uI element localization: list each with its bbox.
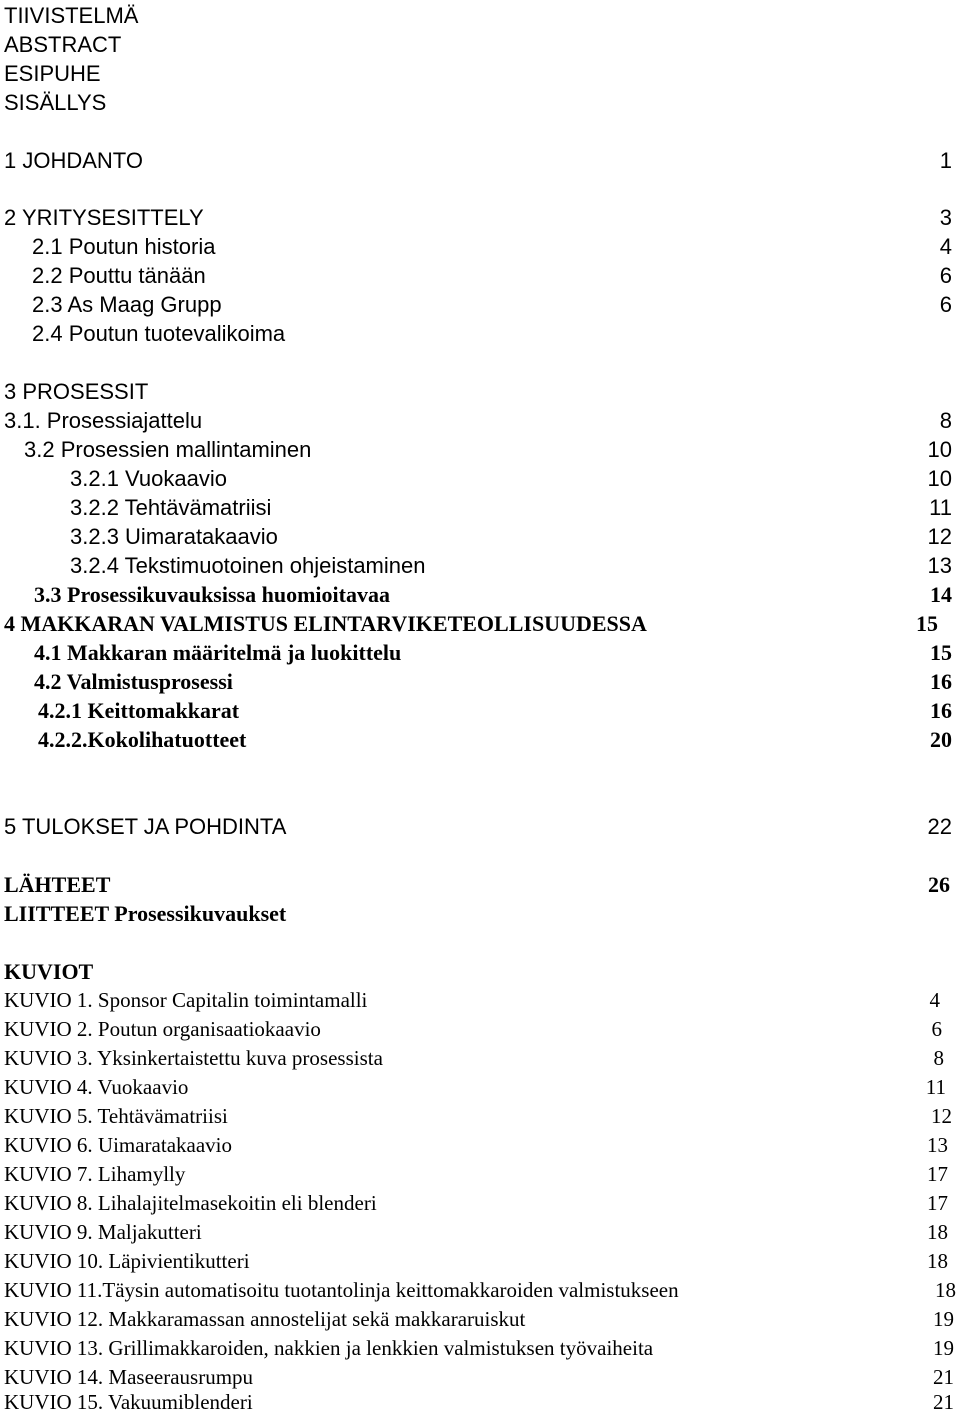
figure-entry xyxy=(0,1218,960,1247)
figure-entry-label: KUVIO 8. Lihalajitelmasekoitin eli blenderi xyxy=(4,1191,377,1215)
figure-entry-page: 8 xyxy=(933,1046,944,1070)
header-item-esipuhe xyxy=(0,59,960,88)
figure-entry-page: 12 xyxy=(931,1104,952,1128)
toc-entry-page: 4 xyxy=(939,234,952,259)
toc-entry xyxy=(0,261,960,290)
figure-entry-page: 6 xyxy=(931,1017,942,1041)
header-item-abstract xyxy=(0,30,960,59)
toc-entry-label: 4 MAKKARAN VALMISTUS ELINTARVIKETEOLLISUUDESSA xyxy=(4,611,647,636)
figure-entry xyxy=(0,1247,960,1276)
toc-entry xyxy=(0,146,960,175)
figure-entry-page: 19 xyxy=(933,1336,954,1360)
toc-entry xyxy=(0,580,960,609)
toc-entry-page: 22 xyxy=(927,814,952,839)
toc-entry-label: 3.2 Prosessien mallintaminen xyxy=(24,437,312,462)
toc-entry-label: LÄHTEET xyxy=(4,872,111,897)
toc-entry xyxy=(0,551,960,580)
toc-entry xyxy=(0,522,960,551)
toc-entry-page: 14 xyxy=(930,582,952,607)
figure-entry-page: 19 xyxy=(933,1307,954,1331)
toc-entry-page: 16 xyxy=(930,669,952,694)
toc-entry-label: 3.3 Prosessikuvauksissa huomioitavaa xyxy=(34,582,390,607)
figure-entry-label: KUVIO 2. Poutun organisaatiokaavio xyxy=(4,1017,321,1041)
toc-entry xyxy=(0,464,960,493)
toc-entry-page: 6 xyxy=(939,292,952,317)
toc-entry-label: 3.2.3 Uimaratakaavio xyxy=(70,524,278,549)
toc-entry-label: 4.2.1 Keittomakkarat xyxy=(38,698,240,723)
figure-entry-label: KUVIO 1. Sponsor Capitalin toimintamalli xyxy=(4,988,368,1012)
toc-entry xyxy=(0,725,960,754)
figure-entry xyxy=(0,986,960,1015)
toc-entry-label: 2.1 Poutun historia xyxy=(32,234,216,259)
figure-entry-page: 18 xyxy=(935,1278,956,1302)
figure-entry-label: KUVIO 12. Makkaramassan annostelijat sekä makkararuiskut xyxy=(4,1307,526,1331)
figure-entry-page: 17 xyxy=(927,1162,948,1186)
figure-entry-page: 18 xyxy=(927,1220,948,1244)
toc-entry-page: 10 xyxy=(927,437,952,462)
toc-entry xyxy=(0,435,960,464)
toc-entry-page: 15 xyxy=(916,611,938,636)
figure-entry-label: KUVIO 11.Täysin automatisoitu tuotantolinja keittomakkaroiden valmistukseen xyxy=(4,1278,679,1302)
toc-entry-label: 3.2.1 Vuokaavio xyxy=(70,466,227,491)
toc-entry-page: 8 xyxy=(939,408,952,433)
figure-entry-page: 13 xyxy=(927,1133,948,1157)
figure-entry xyxy=(0,1276,960,1305)
figure-entry-label: KUVIO 10. Läpivientikutteri xyxy=(4,1249,250,1273)
header-label: TIIVISTELMÄ xyxy=(4,3,139,28)
toc-entry-page: 15 xyxy=(930,640,952,665)
toc-entry-label: 2 YRITYSESITTELY xyxy=(4,205,204,230)
figure-entry-label: KUVIO 7. Lihamylly xyxy=(4,1162,186,1186)
toc-entry xyxy=(0,406,960,435)
figure-entry xyxy=(0,1015,960,1044)
figure-entry xyxy=(0,1131,960,1160)
figure-entry-page: 17 xyxy=(927,1191,948,1215)
toc-entry xyxy=(0,609,960,638)
toc-entry xyxy=(0,232,960,261)
toc-entry-page: 20 xyxy=(930,727,952,752)
toc-entry xyxy=(0,638,960,667)
toc-entry-label: 5 TULOKSET JA POHDINTA xyxy=(4,814,287,839)
toc-entry xyxy=(0,203,960,232)
figure-entry-label: KUVIO 14. Maseerausrumpu xyxy=(4,1365,254,1389)
toc-entry-label: LIITTEET Prosessikuvaukset xyxy=(4,901,287,926)
toc-entry xyxy=(0,319,960,348)
figure-entry xyxy=(0,1388,960,1416)
toc-entry xyxy=(0,377,960,406)
toc-entry xyxy=(0,870,960,899)
figure-entry-page: 21 xyxy=(933,1365,954,1389)
figure-entry xyxy=(0,1073,960,1102)
figure-entry-page: 21 xyxy=(933,1390,954,1414)
toc-entry-page: 3 xyxy=(939,205,952,230)
figure-entry xyxy=(0,1044,960,1073)
toc-entry xyxy=(0,899,960,928)
toc-entry-label: 4.2 Valmistusprosessi xyxy=(34,669,233,694)
toc-entry-label: 3.2.4 Tekstimuotoinen ohjeistaminen xyxy=(70,553,426,578)
toc-entry-label: 2.3 As Maag Grupp xyxy=(32,292,222,317)
toc-entry xyxy=(0,493,960,522)
toc-entry-label: 2.4 Poutun tuotevalikoima xyxy=(32,321,286,346)
toc-entry xyxy=(0,290,960,319)
toc-entry-label: 4.2.2.Kokolihatuotteet xyxy=(38,727,247,752)
toc-entry-label: 3.1. Prosessiajattelu xyxy=(4,408,203,433)
header-label: ESIPUHE xyxy=(4,61,101,86)
toc-entry-page: 10 xyxy=(927,466,952,491)
toc-entry-label: 3.2.2 Tehtävämatriisi xyxy=(70,495,272,520)
figure-entry xyxy=(0,1334,960,1363)
figure-entry-page: 11 xyxy=(925,1075,946,1099)
toc-entry xyxy=(0,667,960,696)
figure-entry-page: 4 xyxy=(929,988,940,1012)
figure-entry-label: KUVIO 15. Vakuumiblenderi xyxy=(4,1390,253,1414)
figure-entry xyxy=(0,1102,960,1131)
figure-entry xyxy=(0,1189,960,1218)
toc-entry-page: 6 xyxy=(939,263,952,288)
figures-heading-label: KUVIOT xyxy=(4,959,94,984)
header-label: ABSTRACT xyxy=(4,32,122,57)
toc-entry-label: 2.2 Pouttu tänään xyxy=(32,263,206,288)
toc-entry-page: 12 xyxy=(927,524,952,549)
toc-entry-label: 3 PROSESSIT xyxy=(4,379,149,404)
toc-entry-page: 13 xyxy=(927,553,952,578)
header-label: SISÄLLYS xyxy=(4,90,107,115)
toc-entry-page: 11 xyxy=(929,495,952,520)
toc-entry-label: 4.1 Makkaran määritelmä ja luokittelu xyxy=(34,640,402,665)
toc-entry xyxy=(0,696,960,725)
toc-entry xyxy=(0,812,960,841)
toc-entry-page: 26 xyxy=(928,872,950,897)
toc-entry-page: 16 xyxy=(930,698,952,723)
figure-entry-label: KUVIO 3. Yksinkertaistettu kuva prosessista xyxy=(4,1046,383,1070)
header-item-sisallys xyxy=(0,88,960,117)
toc-entry-label: 1 JOHDANTO xyxy=(4,148,143,173)
figure-entry xyxy=(0,1305,960,1334)
figure-entry-label: KUVIO 9. Maljakutteri xyxy=(4,1220,202,1244)
figure-entry-label: KUVIO 6. Uimaratakaavio xyxy=(4,1133,233,1157)
figure-entry-label: KUVIO 4. Vuokaavio xyxy=(4,1075,189,1099)
figure-entry xyxy=(0,1160,960,1189)
figure-entry-label: KUVIO 13. Grillimakkaroiden, nakkien ja lenkkien valmistuksen työvaiheita xyxy=(4,1336,654,1360)
figures-heading xyxy=(0,957,960,986)
figure-entry-label: KUVIO 5. Tehtävämatriisi xyxy=(4,1104,228,1128)
header-item-tiivistelma xyxy=(0,1,960,30)
toc-entry-page: 1 xyxy=(939,148,952,173)
figure-entry-page: 18 xyxy=(927,1249,948,1273)
